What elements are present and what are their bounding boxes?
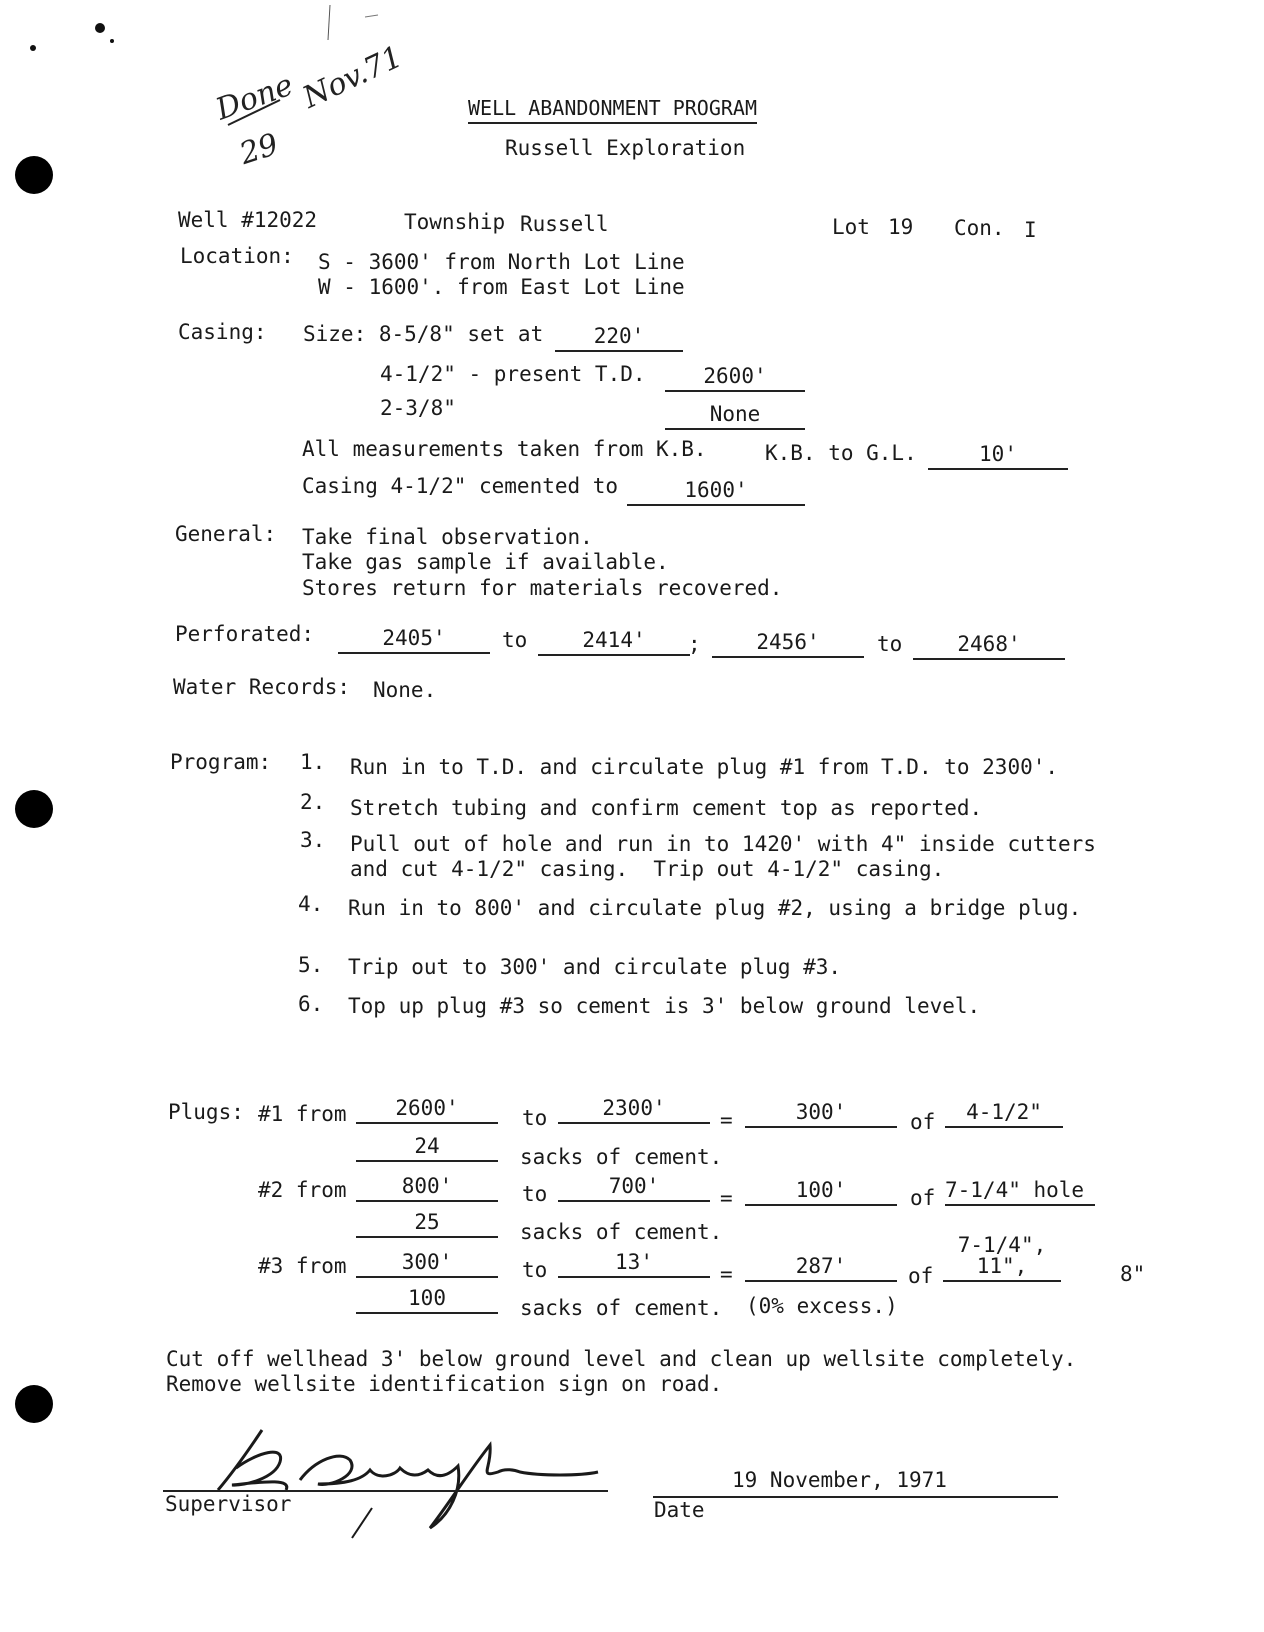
con-value: I — [1024, 218, 1037, 242]
cemented-value: 1600' — [627, 478, 805, 506]
closing-line-2: Remove wellsite identification sign on road. — [166, 1372, 723, 1396]
lot-value: 19 — [888, 215, 914, 239]
perforated-to-1: to — [502, 628, 528, 652]
well-number: Well #12022 — [178, 208, 318, 232]
measurements-text: All measurements taken from K.B. — [302, 437, 707, 461]
plug-1-to: 2300' — [558, 1096, 710, 1124]
plug-2-of: of — [910, 1186, 936, 1210]
program-step-2-text: Stretch tubing and confirm cement top as reported. — [350, 796, 983, 820]
general-line-2: Take gas sample if available. — [302, 550, 669, 574]
program-label: Program: — [170, 750, 272, 774]
casing-row3-value: None — [665, 402, 805, 430]
plug-3-sacks-label: sacks of cement. — [520, 1296, 723, 1320]
program-step-3-text: Pull out of hole and run in to 1420' with 4" inside cutters — [350, 832, 1096, 856]
kb-to-gl-text: K.B. to G.L. — [765, 441, 917, 465]
supervisor-label: Supervisor — [165, 1492, 292, 1516]
plug-1-sacks-label: sacks of cement. — [520, 1145, 723, 1169]
plug-2-to: 700' — [558, 1174, 710, 1202]
plugs-label: Plugs: — [168, 1100, 244, 1124]
lot-label: Lot — [832, 215, 870, 239]
casing-label: Casing: — [178, 320, 267, 344]
casing-row3-text: 2-3/8" — [380, 396, 456, 420]
plug-2-length: 100' — [745, 1178, 897, 1206]
plug-1-of: of — [910, 1110, 936, 1134]
plug-3-note: (0% excess.) — [746, 1294, 898, 1318]
plug-3-size: 7-1/4", 11", — [943, 1254, 1061, 1282]
plug-2-sacks: 25 — [356, 1210, 498, 1238]
plug-1-equals: = — [720, 1108, 733, 1132]
plug-3-sacks: 100 — [356, 1286, 498, 1314]
plug-1-size: 4-1/2" — [945, 1100, 1063, 1128]
program-step-5-text: Trip out to 300' and circulate plug #3. — [348, 955, 842, 979]
plug-1-id: #1 from — [258, 1102, 347, 1126]
plug-1-length: 300' — [745, 1100, 897, 1128]
perforated-to-value-1: 2414' — [538, 628, 690, 656]
plug-3-id: #3 from — [258, 1254, 347, 1278]
program-step-4-num: 4. — [298, 892, 324, 916]
handwritten-note-month: Nov.71 — [297, 39, 408, 116]
township-value: Russell — [520, 212, 609, 236]
water-records-value: None. — [373, 678, 437, 702]
perforated-from-2: 2456' — [712, 630, 864, 658]
plug-3-to-label: to — [522, 1258, 548, 1282]
perforated-separator: ; — [688, 632, 701, 656]
general-line-3: Stores return for materials recovered. — [302, 576, 783, 600]
casing-set-at-value: 220' — [555, 324, 683, 352]
plug-3-to: 13' — [558, 1250, 710, 1278]
program-step-1-text: Run in to T.D. and circulate plug #1 from T.D. to 2300'. — [350, 755, 1059, 779]
perforated-to-value-2: 2468' — [913, 632, 1065, 660]
casing-row2-text: 4-1/2" - present T.D. — [380, 362, 646, 386]
program-step-1-num: 1. — [300, 750, 326, 774]
location-line-1: S - 3600' from North Lot Line — [318, 250, 685, 274]
program-step-3-num: 3. — [300, 828, 326, 852]
con-label: Con. — [954, 216, 1005, 240]
plug-2-to-label: to — [522, 1182, 548, 1206]
plug-2-equals: = — [720, 1186, 733, 1210]
plug-3-from: 300' — [356, 1250, 498, 1278]
water-records-label: Water Records: — [173, 675, 351, 699]
casing-td-value: 2600' — [665, 364, 805, 392]
page-title: WELL ABANDONMENT PROGRAM — [468, 98, 757, 124]
kb-to-gl-value: 10' — [928, 442, 1068, 470]
program-step-5-num: 5. — [298, 953, 324, 977]
location-line-2: W - 1600'. from East Lot Line — [318, 275, 685, 299]
plug-2-size: 7-1/4" hole — [945, 1178, 1095, 1206]
plug-2-from: 800' — [356, 1174, 498, 1202]
program-step-6-num: 6. — [298, 992, 324, 1016]
general-line-1: Take final observation. — [302, 525, 593, 549]
plug-1-from: 2600' — [356, 1096, 498, 1124]
plug-1-sacks: 24 — [356, 1134, 498, 1162]
handwritten-note-day: 29 — [235, 126, 283, 173]
perforated-label: Perforated: — [175, 622, 315, 646]
location-label: Location: — [180, 244, 294, 268]
plug-1-to-label: to — [522, 1106, 548, 1130]
plug-2-sacks-label: sacks of cement. — [520, 1220, 723, 1244]
perforated-from-1: 2405' — [338, 626, 490, 654]
company-name: Russell Exploration — [505, 136, 746, 160]
program-step-3-text-2: and cut 4-1/2" casing. Trip out 4-1/2" casing. — [350, 857, 945, 881]
plug-3-equals: = — [720, 1262, 733, 1286]
closing-line-1: Cut off wellhead 3' below ground level and clean up wellsite completely. — [166, 1347, 1077, 1371]
plug-3-size-extra: 8" — [1120, 1262, 1146, 1286]
handwritten-note-done: Done — [211, 67, 298, 128]
plug-3-of: of — [908, 1264, 934, 1288]
plug-2-id: #2 from — [258, 1178, 347, 1202]
date-value: 19 November, 1971 — [732, 1468, 947, 1492]
date-label: Date — [654, 1498, 705, 1522]
perforated-to-2: to — [877, 632, 903, 656]
cemented-text: Casing 4-1/2" cemented to — [302, 474, 619, 498]
program-step-6-text: Top up plug #3 so cement is 3' below ground level. — [348, 994, 981, 1018]
casing-size-text: Size: 8-5/8" set at — [303, 322, 544, 346]
date-line — [653, 1496, 1058, 1498]
township-label: Township — [404, 210, 506, 234]
plug-3-length: 287' — [745, 1254, 897, 1282]
program-step-2-num: 2. — [300, 790, 326, 814]
program-step-4-text: Run in to 800' and circulate plug #2, using a bridge plug. — [348, 896, 1082, 920]
general-label: General: — [175, 522, 277, 546]
